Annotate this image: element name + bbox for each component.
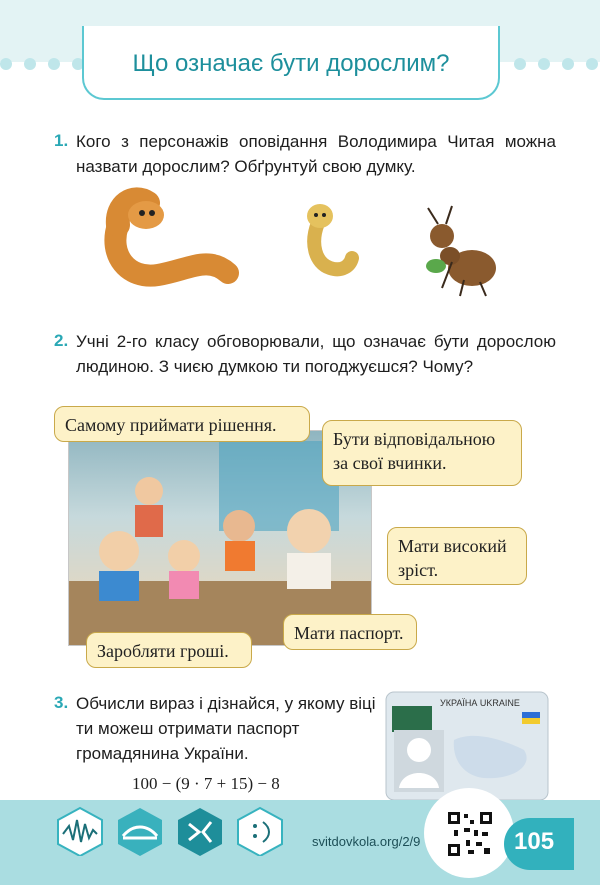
math-expression: 100 − (9 · 7 + 15) − 8 (132, 774, 280, 793)
qr-code-icon[interactable] (448, 812, 492, 856)
page-title: Що означає бути дорослим? (132, 50, 450, 77)
ant-illustration (412, 202, 504, 300)
page-number: 105 (514, 828, 555, 855)
task-3-number: 3. (54, 693, 69, 712)
small-worm-illustration (300, 198, 360, 280)
opinion-bubble-height: Мати високий зріст. (387, 527, 527, 585)
decor-dots-right (514, 58, 598, 72)
task-2-number: 2. (54, 331, 69, 350)
resource-link[interactable]: svitdovkola.org/2/9 (312, 834, 421, 849)
task-1-text: Кого з персонажів оповідання Володимира Читая можна назвати дорослим? Обґрунтуй свою думку. (76, 132, 556, 176)
opinion-bubble-earn-money: Заробляти гроші. (86, 632, 252, 668)
bridge-icon (115, 806, 165, 856)
opinion-bubble-decisions: Самому приймати рішення. (54, 406, 310, 442)
task-3-text: Обчисли вираз і дізнайся, у якому віці ти можеш отримати паспорт громадянина України. (76, 694, 376, 763)
smile-icon (235, 806, 285, 856)
opinion-bubble-passport: Мати паспорт. (283, 614, 417, 650)
task-1-number: 1. (54, 131, 69, 150)
worm-illustration (98, 185, 248, 300)
passport-header: УКРАЇНА UKRAINE (440, 698, 520, 708)
passport-card-image (384, 690, 550, 802)
inequality-icon (175, 806, 225, 856)
sound-wave-icon (55, 806, 105, 856)
task-2-text: Учні 2-го класу обговорювали, що означає бути дорослою людиною. З чиєю думкою ти погоджуєшся? Чому? (76, 332, 556, 376)
opinion-bubble-responsibility: Бути відповідальною за свої вчинки. (322, 420, 522, 486)
